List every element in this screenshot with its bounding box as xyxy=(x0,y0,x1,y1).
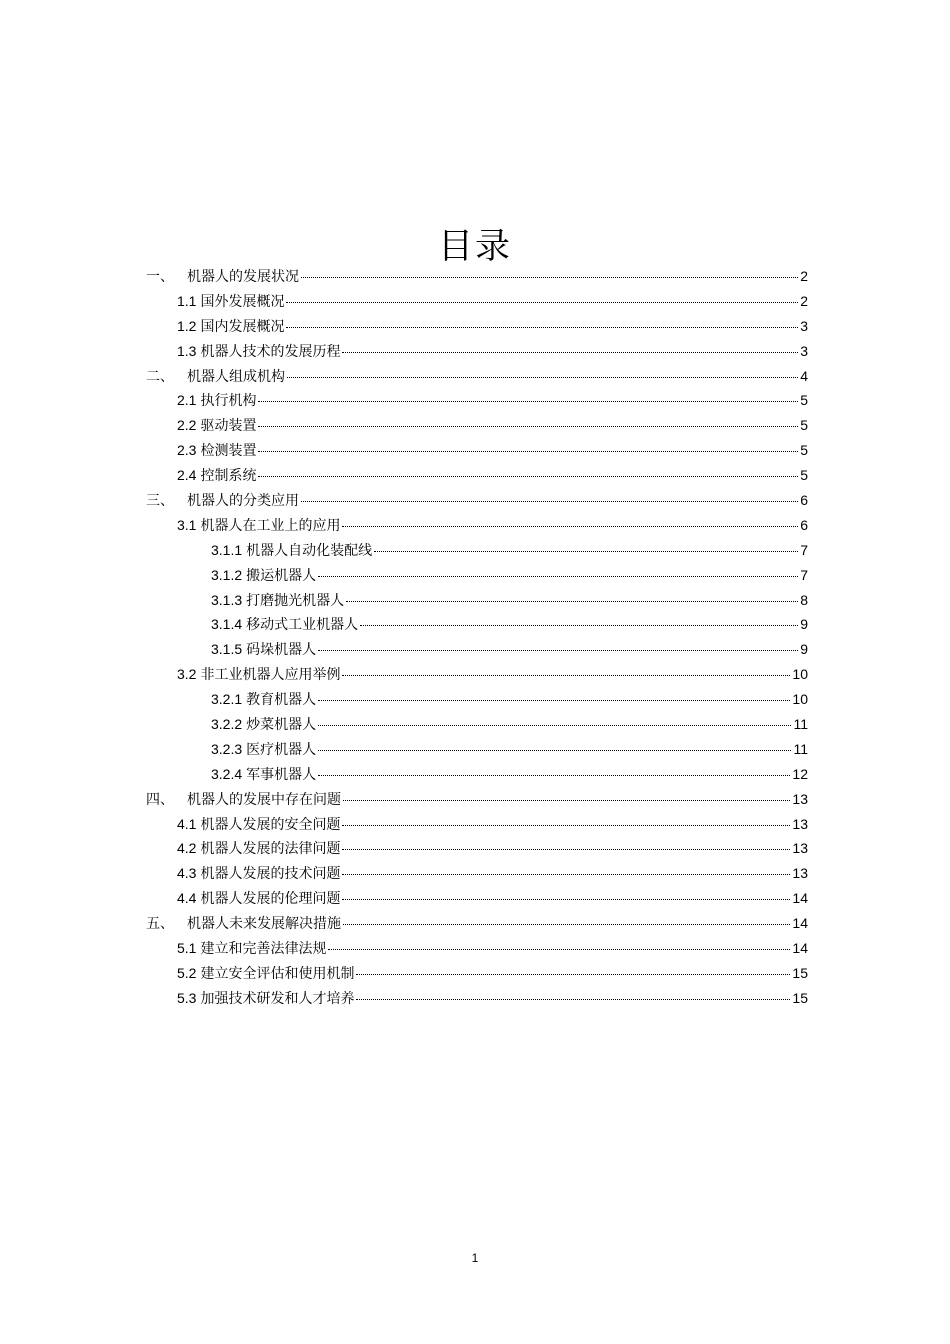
toc-dot-leader xyxy=(258,476,798,477)
toc-entry-number: 三、 xyxy=(146,493,174,510)
toc-entry-text: 机器人在工业上的应用 xyxy=(200,517,341,534)
toc-entry-number: 3.2.4 xyxy=(211,765,243,782)
toc-entry-page: 4 xyxy=(800,367,808,384)
toc-entry-number: 5.1 xyxy=(177,940,197,957)
toc-entry-page: 13 xyxy=(792,790,808,807)
toc-entry-number: 3.2.2 xyxy=(211,716,243,733)
toc-dot-leader xyxy=(287,377,798,378)
toc-entry-text: 建立安全评估和使用机制 xyxy=(200,965,355,982)
toc-entry-text: 打磨抛光机器人 xyxy=(246,592,345,609)
toc-entry-page: 9 xyxy=(800,641,808,658)
toc-entry-page: 7 xyxy=(800,566,808,583)
toc-entry-text: 非工业机器人应用举例 xyxy=(200,667,341,684)
toc-dot-leader xyxy=(356,999,790,1000)
toc-entry-page: 6 xyxy=(800,516,808,533)
toc-entry-text: 控制系统 xyxy=(200,468,257,485)
toc-entry-text: 机器人的分类应用 xyxy=(187,493,299,510)
toc-entry-page: 6 xyxy=(800,492,808,509)
toc-entry-text: 教育机器人 xyxy=(246,692,317,709)
toc-entry-number: 3.2.1 xyxy=(211,691,243,708)
toc-entry-text: 机器人发展的技术问题 xyxy=(200,866,341,883)
toc-entry[interactable] xyxy=(146,590,808,615)
toc-entry-page: 12 xyxy=(792,765,808,782)
toc-dot-leader xyxy=(342,352,798,353)
toc-entry-text: 加强技术研发和人才培养 xyxy=(200,990,355,1007)
toc-entry-text: 国外发展概况 xyxy=(200,293,285,310)
toc-entry[interactable] xyxy=(146,515,808,540)
toc-dot-leader xyxy=(286,327,798,328)
toc-entry[interactable] xyxy=(146,739,808,764)
toc-entry-page: 5 xyxy=(800,467,808,484)
toc-entry-page: 2 xyxy=(800,268,808,284)
toc-entry-page: 13 xyxy=(792,865,808,882)
toc-entry-number: 3.2 xyxy=(177,666,197,683)
toc-dot-leader xyxy=(342,675,790,676)
toc-entry[interactable] xyxy=(146,366,808,391)
toc-dot-leader xyxy=(318,650,798,651)
toc-entry-text: 执行机构 xyxy=(200,393,257,410)
toc-dot-leader xyxy=(301,277,798,278)
toc-entry[interactable] xyxy=(146,913,808,938)
toc-dot-leader xyxy=(343,800,790,801)
toc-entry[interactable] xyxy=(146,689,808,714)
toc-entry-page: 14 xyxy=(792,940,808,957)
toc-entry-number: 二、 xyxy=(146,368,174,385)
toc-entry-page: 5 xyxy=(800,392,808,409)
toc-dot-leader xyxy=(374,551,798,552)
toc-entry[interactable] xyxy=(146,266,808,291)
toc-dot-leader xyxy=(342,874,790,875)
toc-entry[interactable] xyxy=(146,938,808,963)
toc-entry[interactable] xyxy=(146,415,808,440)
toc-entry-page: 8 xyxy=(800,591,808,608)
toc-entry[interactable] xyxy=(146,764,808,789)
toc-dot-leader xyxy=(286,302,798,303)
toc-entry-number: 2.2 xyxy=(177,417,197,434)
toc-entry-page: 11 xyxy=(793,716,808,733)
toc-entry-page: 7 xyxy=(800,541,808,558)
toc-entry-page: 5 xyxy=(800,417,808,434)
toc-entry-number: 4.1 xyxy=(177,815,197,832)
toc-list xyxy=(146,266,808,1013)
toc-entry-page: 5 xyxy=(800,442,808,459)
toc-dot-leader xyxy=(318,725,791,726)
toc-entry-text: 机器人的发展状况 xyxy=(187,269,299,285)
toc-entry[interactable] xyxy=(146,888,808,913)
toc-entry-text: 机器人自动化装配线 xyxy=(246,542,373,559)
toc-entry[interactable] xyxy=(146,789,808,814)
page-number: 1 xyxy=(471,1251,479,1265)
toc-entry-number: 3.1.4 xyxy=(211,616,243,633)
toc-entry-number: 3.1.5 xyxy=(211,641,243,658)
toc-entry[interactable] xyxy=(146,639,808,664)
toc-entry-number: 一、 xyxy=(146,269,174,285)
toc-dot-leader xyxy=(342,526,798,527)
toc-entry-text: 机器人发展的伦理问题 xyxy=(200,891,341,908)
toc-entry-text: 机器人发展的法律问题 xyxy=(200,841,341,858)
toc-entry-number: 四、 xyxy=(146,791,174,808)
toc-entry-number: 2.3 xyxy=(177,442,197,459)
toc-entry-text: 军事机器人 xyxy=(246,766,317,783)
toc-entry[interactable] xyxy=(146,863,808,888)
toc-dot-leader xyxy=(328,949,790,950)
toc-dot-leader xyxy=(342,849,790,850)
toc-entry-page: 10 xyxy=(792,691,808,708)
toc-dot-leader xyxy=(342,899,790,900)
toc-dot-leader xyxy=(356,974,790,975)
toc-entry-text: 炒菜机器人 xyxy=(246,717,317,734)
toc-entry-text: 机器人技术的发展历程 xyxy=(200,343,341,360)
toc-entry-page: 3 xyxy=(800,317,808,334)
toc-entry-page: 2 xyxy=(800,292,808,309)
toc-entry[interactable] xyxy=(146,988,808,1013)
toc-entry-number: 4.4 xyxy=(177,890,197,907)
toc-entry[interactable] xyxy=(146,814,808,839)
toc-entry-number: 五、 xyxy=(146,916,174,933)
toc-entry-text: 移动式工业机器人 xyxy=(246,617,359,634)
toc-dot-leader xyxy=(318,700,790,701)
toc-entry-text: 医疗机器人 xyxy=(246,741,317,758)
toc-entry-text: 驱动装置 xyxy=(200,418,257,435)
toc-entry[interactable] xyxy=(146,440,808,465)
toc-entry-number: 1.3 xyxy=(177,342,197,359)
toc-entry-number: 1.1 xyxy=(177,292,197,309)
toc-entry-text: 搬运机器人 xyxy=(246,567,317,584)
toc-entry-text: 机器人组成机构 xyxy=(187,368,285,385)
toc-entry-number: 2.1 xyxy=(177,392,197,409)
toc-entry[interactable] xyxy=(146,565,808,590)
toc-entry-page: 9 xyxy=(800,616,808,633)
toc-entry-page: 15 xyxy=(792,989,808,1006)
toc-entry-text: 国内发展概况 xyxy=(200,318,285,335)
toc-dot-leader xyxy=(343,924,790,925)
toc-entry-page: 11 xyxy=(793,740,808,757)
toc-entry-number: 3.1.1 xyxy=(211,541,243,558)
toc-entry-number: 5.3 xyxy=(177,989,197,1006)
toc-entry[interactable] xyxy=(146,390,808,415)
toc-entry-number: 1.2 xyxy=(177,317,197,334)
toc-entry[interactable] xyxy=(146,838,808,863)
toc-dot-leader xyxy=(318,750,791,751)
toc-entry-page: 10 xyxy=(792,666,808,683)
toc-entry-text: 检测装置 xyxy=(200,443,257,460)
toc-dot-leader xyxy=(342,825,790,826)
toc-entry[interactable] xyxy=(146,291,808,316)
toc-title: 目录 xyxy=(437,227,512,268)
toc-entry-number: 3.1.3 xyxy=(211,591,243,608)
toc-entry[interactable] xyxy=(146,664,808,689)
toc-entry[interactable] xyxy=(146,465,808,490)
toc-entry[interactable] xyxy=(146,963,808,988)
toc-entry-text: 建立和完善法律法规 xyxy=(200,941,327,958)
toc-entry[interactable] xyxy=(146,316,808,341)
toc-entry-number: 2.4 xyxy=(177,467,197,484)
toc-entry-number: 4.3 xyxy=(177,865,197,882)
toc-dot-leader xyxy=(318,576,798,577)
toc-entry-page: 14 xyxy=(792,890,808,907)
toc-entry[interactable] xyxy=(146,341,808,366)
toc-entry-text: 机器人的发展中存在问题 xyxy=(187,791,341,808)
toc-dot-leader xyxy=(360,625,798,626)
toc-entry-number: 3.2.3 xyxy=(211,740,243,757)
toc-entry[interactable] xyxy=(146,614,808,639)
toc-entry-text: 码垛机器人 xyxy=(246,642,317,659)
toc-entry-number: 5.2 xyxy=(177,964,197,981)
toc-dot-leader xyxy=(318,775,790,776)
toc-entry[interactable] xyxy=(146,540,808,565)
toc-entry-page: 15 xyxy=(792,964,808,981)
toc-entry-page: 13 xyxy=(792,815,808,832)
toc-dot-leader xyxy=(346,601,798,602)
toc-entry-number: 4.2 xyxy=(177,840,197,857)
toc-dot-leader xyxy=(301,501,798,502)
toc-dot-leader xyxy=(258,426,798,427)
toc-entry-page: 14 xyxy=(792,915,808,932)
toc-entry-page: 13 xyxy=(792,840,808,857)
toc-dot-leader xyxy=(258,451,798,452)
toc-entry-text: 机器人未来发展解决措施 xyxy=(187,916,341,933)
toc-dot-leader xyxy=(258,401,798,402)
toc-entry-page: 3 xyxy=(800,342,808,359)
toc-entry-number: 3.1.2 xyxy=(211,566,243,583)
toc-entry-number: 3.1 xyxy=(177,516,197,533)
toc-entry[interactable] xyxy=(146,714,808,739)
toc-entry-text: 机器人发展的安全问题 xyxy=(200,816,341,833)
toc-entry[interactable] xyxy=(146,490,808,515)
